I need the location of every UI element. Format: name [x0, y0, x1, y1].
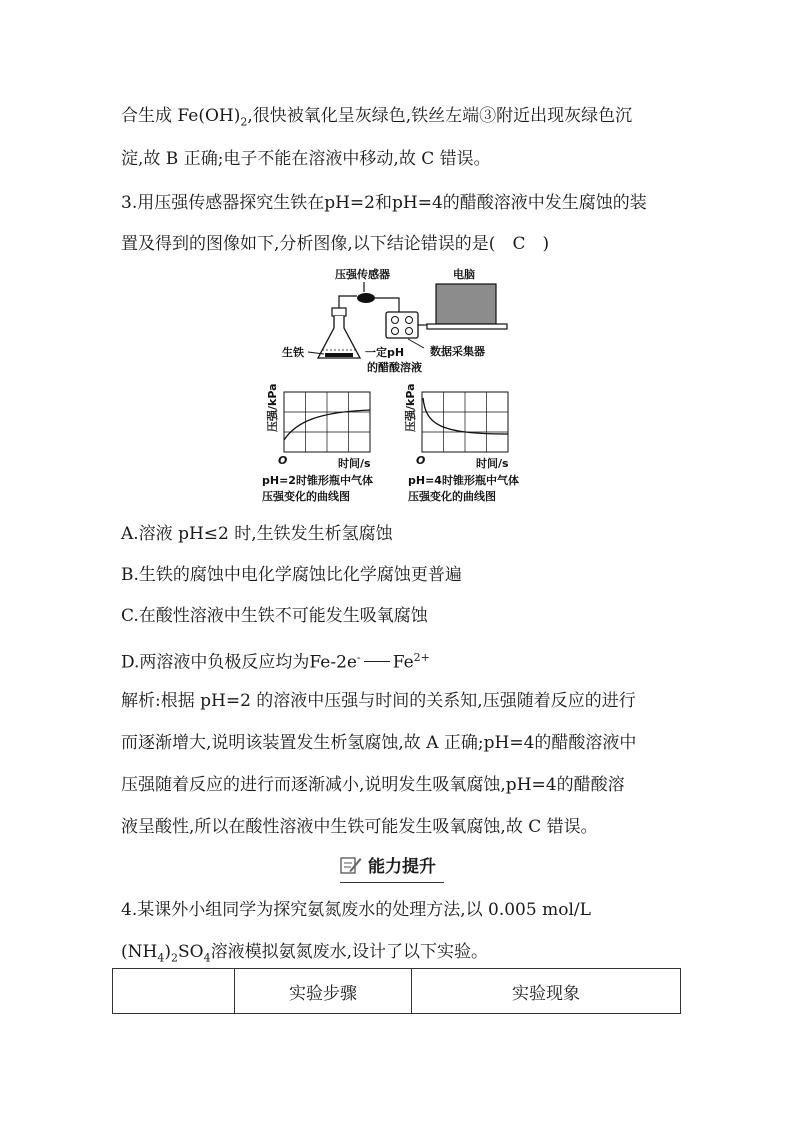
wire [375, 298, 399, 312]
section-title-text: 能力提升 [368, 857, 436, 877]
table-header-cell: 实验现象 [412, 969, 681, 1014]
caption-ph2-line2: 压强变化的曲线图 [262, 490, 350, 503]
chart-ph2 [265, 383, 371, 470]
option-b: B.生铁的腐蚀中电化学腐蚀比化学腐蚀更普遍 [121, 565, 462, 585]
text-segment: 溶液模拟氨氮废水,设计了以下实验。 [210, 942, 488, 962]
table-header-row [113, 969, 681, 1014]
y-axis-label: 压强/kPa [266, 383, 279, 432]
superscript: 2+ [413, 651, 430, 664]
solution-label-2: 的醋酸溶液 [367, 361, 422, 374]
caption-ph4-line1: pH=4时锥形瓶中气体 [408, 474, 519, 487]
collector-label: 数据采集器 [430, 345, 485, 358]
analysis-line: 压强随着反应的进行而逐渐减小,说明发生吸氧腐蚀,pH=4的醋酸溶 [121, 775, 625, 795]
option-c: C.在酸性溶液中生铁不可能发生吸氧腐蚀 [121, 606, 428, 626]
experiment-figure [262, 262, 542, 510]
subscript: 4 [203, 951, 211, 965]
option-d [121, 646, 430, 675]
caption-ph4-line2: 压强变化的曲线图 [408, 490, 496, 503]
sensor-label: 压强传感器 [335, 268, 390, 281]
question-3-stem-cont: 置及得到的图像如下,分析图像,以下结论错误的是( C ) [121, 234, 550, 254]
text-line: 淀,故 B 正确;电子不能在溶液中移动,故 C 错误。 [121, 149, 491, 169]
text-segment: D.两溶液中负极反应均为Fe-2e [121, 652, 357, 673]
pencil-note-icon [340, 855, 362, 875]
subscript: 2 [240, 115, 248, 129]
analysis-line: 而逐渐增大,说明该装置发生析氢腐蚀,故 A 正确;pH=4的醋酸溶液中 [121, 733, 637, 753]
origin-label: O [416, 454, 426, 467]
collector-pointer [408, 339, 424, 348]
origin-label: O [278, 454, 288, 467]
conical-flask-icon [318, 316, 360, 358]
question-4-stem: 4.某课外小组同学为探究氨氮废水的处理方法,以 0.005 mol/L [121, 900, 591, 920]
question-4-stem-cont [121, 940, 488, 970]
reaction-arrow [364, 661, 390, 662]
question-3-stem: 3.用压强传感器探究生铁在pH=2和pH=4的醋酸溶液中发生腐蚀的装 [121, 193, 647, 213]
x-axis-label: 时间/s [476, 457, 509, 470]
analysis-line: 液呈酸性,所以在酸性溶液中生铁可能发生吸氧腐蚀,故 C 错误。 [121, 817, 598, 837]
iron-label: 生铁 [282, 346, 304, 359]
caption-ph2-line1: pH=2时锥形瓶中气体 [262, 474, 373, 487]
table-header-cell [113, 969, 235, 1014]
computer-monitor-icon [436, 284, 496, 324]
superscript: - [356, 651, 361, 664]
analysis-line: 解析:根据 pH=2 的溶液中压强与时间的关系知,压强随着反应的进行 [121, 691, 636, 711]
option-a: A.溶液 pH≤2 时,生铁发生析氢腐蚀 [121, 524, 393, 544]
solution-label-1: 一定pH [365, 346, 405, 359]
computer-label: 电脑 [453, 268, 475, 281]
flask-stopper [332, 308, 346, 316]
data-collector-icon [386, 312, 418, 338]
text-segment: 合生成 Fe(OH) [121, 106, 241, 126]
computer-base [427, 324, 507, 329]
text-segment: (NH [121, 942, 158, 962]
pressure-sensor-icon [357, 293, 375, 303]
table-header-cell: 实验步骤 [235, 969, 412, 1014]
x-axis-label: 时间/s [338, 457, 371, 470]
text-segment: SO [177, 942, 204, 962]
text-segment: ,很快被氧化呈灰绿色,铁丝左端③附近出现灰绿色沉 [247, 106, 633, 126]
section-heading [340, 852, 436, 877]
subscript: 2 [170, 951, 178, 965]
iron-piece [325, 353, 353, 357]
experiment-table [112, 968, 681, 1014]
text-segment: Fe [392, 652, 414, 673]
chart-ph4 [403, 383, 509, 470]
text-line [121, 104, 632, 134]
subscript: 4 [157, 951, 165, 965]
y-axis-label: 压强/kPa [404, 383, 417, 432]
text-segment: ) [164, 942, 171, 962]
